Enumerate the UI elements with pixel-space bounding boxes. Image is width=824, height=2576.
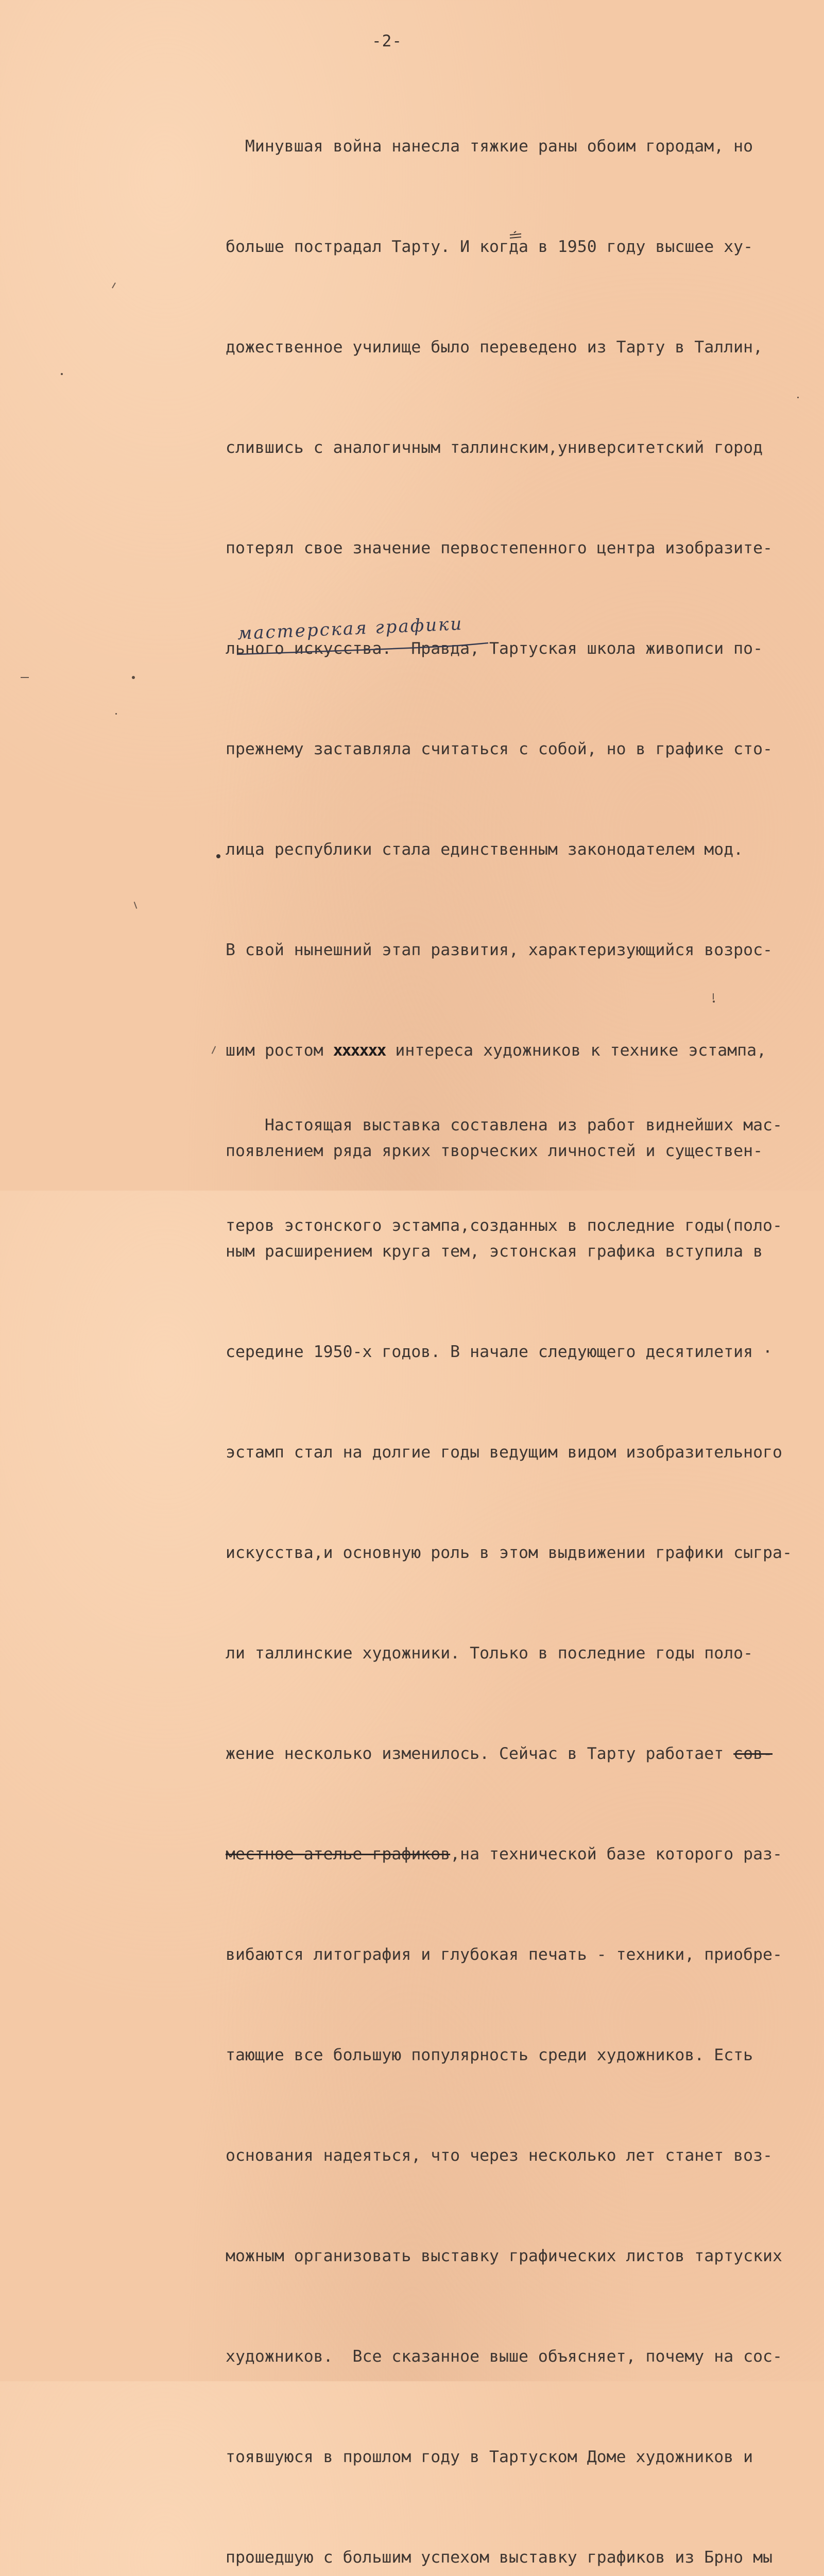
text-segment: ,на технической базе которого раз- bbox=[450, 1845, 782, 1863]
text-line: теров эстонского эстампа,созданных в последние годы(поло- bbox=[226, 1216, 782, 1235]
text-line: слившись с аналогичным таллинским,университетский город bbox=[226, 438, 763, 457]
text-line: Настоящая выставка составлена из работ виднейших мас- bbox=[226, 1116, 782, 1134]
paper-mark bbox=[21, 677, 29, 678]
text-line: тоявшуюся в прошлом году в Тартуском Доме художников и bbox=[226, 2448, 753, 2466]
text-segment: шим ростом bbox=[226, 1041, 333, 1060]
text-line: дожественное училище было переведено из Тарту в Таллин, bbox=[226, 338, 763, 357]
paper-speck bbox=[132, 676, 135, 679]
paper-speck bbox=[115, 713, 117, 715]
paper-speck bbox=[61, 373, 63, 375]
text-line: прошедшую с большим успехом выставку графиков из Брно мы bbox=[226, 2548, 773, 2567]
paragraph-1 bbox=[226, 63, 792, 2576]
handwritten-insertion: мастерская графики bbox=[237, 613, 464, 644]
paper-mark bbox=[134, 902, 138, 909]
paragraph-2 bbox=[226, 1042, 782, 1310]
paper-mark bbox=[713, 993, 714, 999]
text-line: больше пострадал Тарту. И когда в 1950 году высшее ху- bbox=[226, 238, 753, 256]
text-line: лица республики стала единственным законодателем мод. bbox=[226, 840, 744, 859]
text-line: основания надеяться, что через несколько лет станет воз- bbox=[226, 2146, 773, 2165]
text-line: художников. Все сказанное выше объясняет, почему на сос- bbox=[226, 2347, 782, 2366]
margin-bullet bbox=[216, 854, 220, 858]
text-line: ли таллинские художники. Только в последние годы поло- bbox=[226, 1644, 753, 1663]
text-line: вибаются литография и глубокая печать - техники, приобре- bbox=[226, 1945, 782, 1964]
text-line-with-strikeout bbox=[226, 1838, 792, 1871]
handwritten-stroke bbox=[235, 642, 492, 657]
text-line: можным организовать выставку графических листов тартуских bbox=[226, 2247, 782, 2265]
text-line: искусства,и основную роль в этом выдвижении графики сыгра- bbox=[226, 1544, 792, 1562]
struck-text: местное ателье графиков bbox=[226, 1845, 451, 1863]
paper-speck bbox=[713, 1001, 715, 1003]
text-line: появлением ряда ярких творческих личностей и существен- bbox=[226, 1142, 763, 1160]
overstruck-word: хххххх bbox=[333, 1041, 386, 1060]
text-line-with-strikeout bbox=[226, 1737, 792, 1771]
text-segment: интереса художников к технике эстампа, bbox=[385, 1041, 767, 1060]
text-line: эстамп стал на долгие годы ведущим видом изобразительного bbox=[226, 1443, 782, 1462]
paper-speck bbox=[797, 397, 799, 398]
text-line: льного искусства. Правда, Тартуская школа живописи по- bbox=[226, 639, 763, 658]
text-line: тающие все большую популярность среди художников. Есть bbox=[226, 2046, 753, 2064]
text-line: потерял свое значение первостепенного центра изобразите- bbox=[226, 539, 773, 557]
text-line: прежнему заставляла считаться с собой, но в графике сто- bbox=[226, 740, 773, 758]
paper-mark bbox=[112, 282, 116, 288]
paper-mark bbox=[212, 1046, 216, 1054]
struck-text: сов- bbox=[733, 1744, 773, 1763]
text-line: середине 1950-х годов. В начале следующего десятилетия · bbox=[226, 1343, 773, 1361]
text-line: В свой нынешний этап развития, характеризующийся возрос- bbox=[226, 941, 773, 959]
text-line: ным расширением круга тем, эстонская графика вступила в bbox=[226, 1242, 763, 1261]
text-line: Минувшая война нанесла тяжкие раны обоим городам, но bbox=[226, 137, 753, 156]
page-number: -2- bbox=[372, 32, 402, 50]
text-segment: жение несколько изменилось. Сейчас в Тарту работает bbox=[226, 1744, 734, 1763]
